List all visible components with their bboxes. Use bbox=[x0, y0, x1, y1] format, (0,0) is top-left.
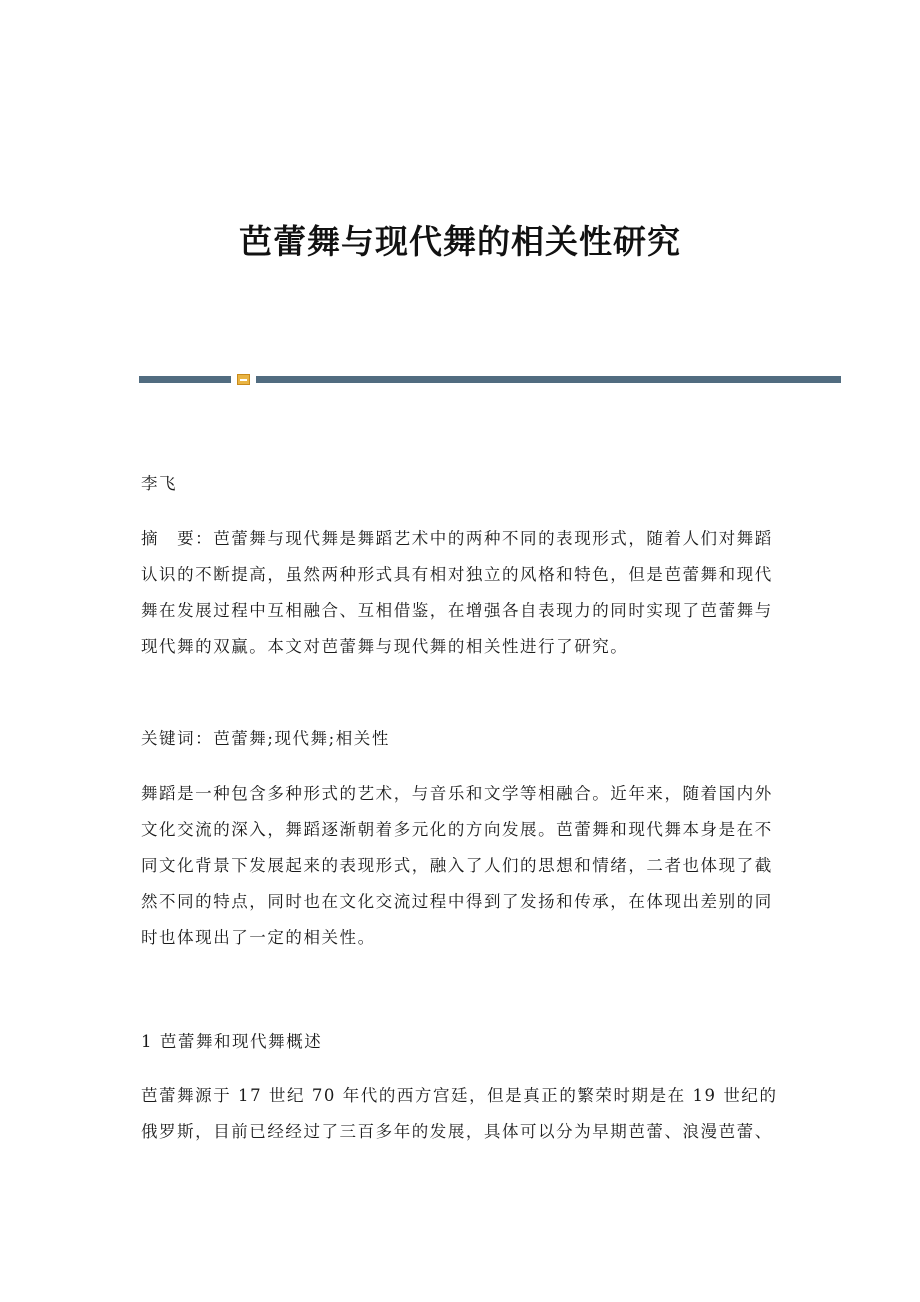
intro-paragraph: 舞蹈是一种包含多种形式的艺术，与音乐和文学等相融合。近年来，随着国内外文化交流的深入，舞蹈逐渐朝着多元化的方向发展。芭蕾舞和现代舞本身是在不同文化背景下发展起来的表现形式，融入了人们的思想和情绪，二者也体现了截然不同的特点，同时也在文化交流过程中得到了发扬和传承，在体现出差别的同时也体现出了一定的相关性。 bbox=[141, 784, 773, 947]
author-name: 李飞 bbox=[141, 474, 178, 493]
document-title: 芭蕾舞与现代舞的相关性研究 bbox=[239, 222, 681, 261]
abstract-paragraph: 摘 要：芭蕾舞与现代舞是舞蹈艺术中的两种不同的表现形式，随着人们对舞蹈认识的不断提高，虽然两种形式具有相对独立的风格和特色，但是芭蕾舞和现代舞在发展过程中互相融合、互相借鉴，在增强各自表现力的同时实现了芭蕾舞与现代舞的双赢。本文对芭蕾舞与现代舞的相关性进行了研究。 bbox=[141, 529, 773, 656]
keywords-line: 关键词：芭蕾舞;现代舞;相关性 bbox=[141, 729, 390, 748]
divider-line-right bbox=[256, 376, 841, 383]
divider-line-left bbox=[139, 376, 231, 383]
divider-ornament-icon bbox=[237, 374, 250, 385]
title-divider bbox=[139, 374, 841, 386]
section-heading: 1 芭蕾舞和现代舞概述 bbox=[141, 1032, 323, 1051]
section-paragraph: 芭蕾舞源于 17 世纪 70 年代的西方宫廷，但是真正的繁荣时期是在 19 世纪的俄罗斯，目前已经经过了三百多年的发展，具体可以分为早期芭蕾、浪漫芭蕾、 bbox=[141, 1086, 778, 1141]
